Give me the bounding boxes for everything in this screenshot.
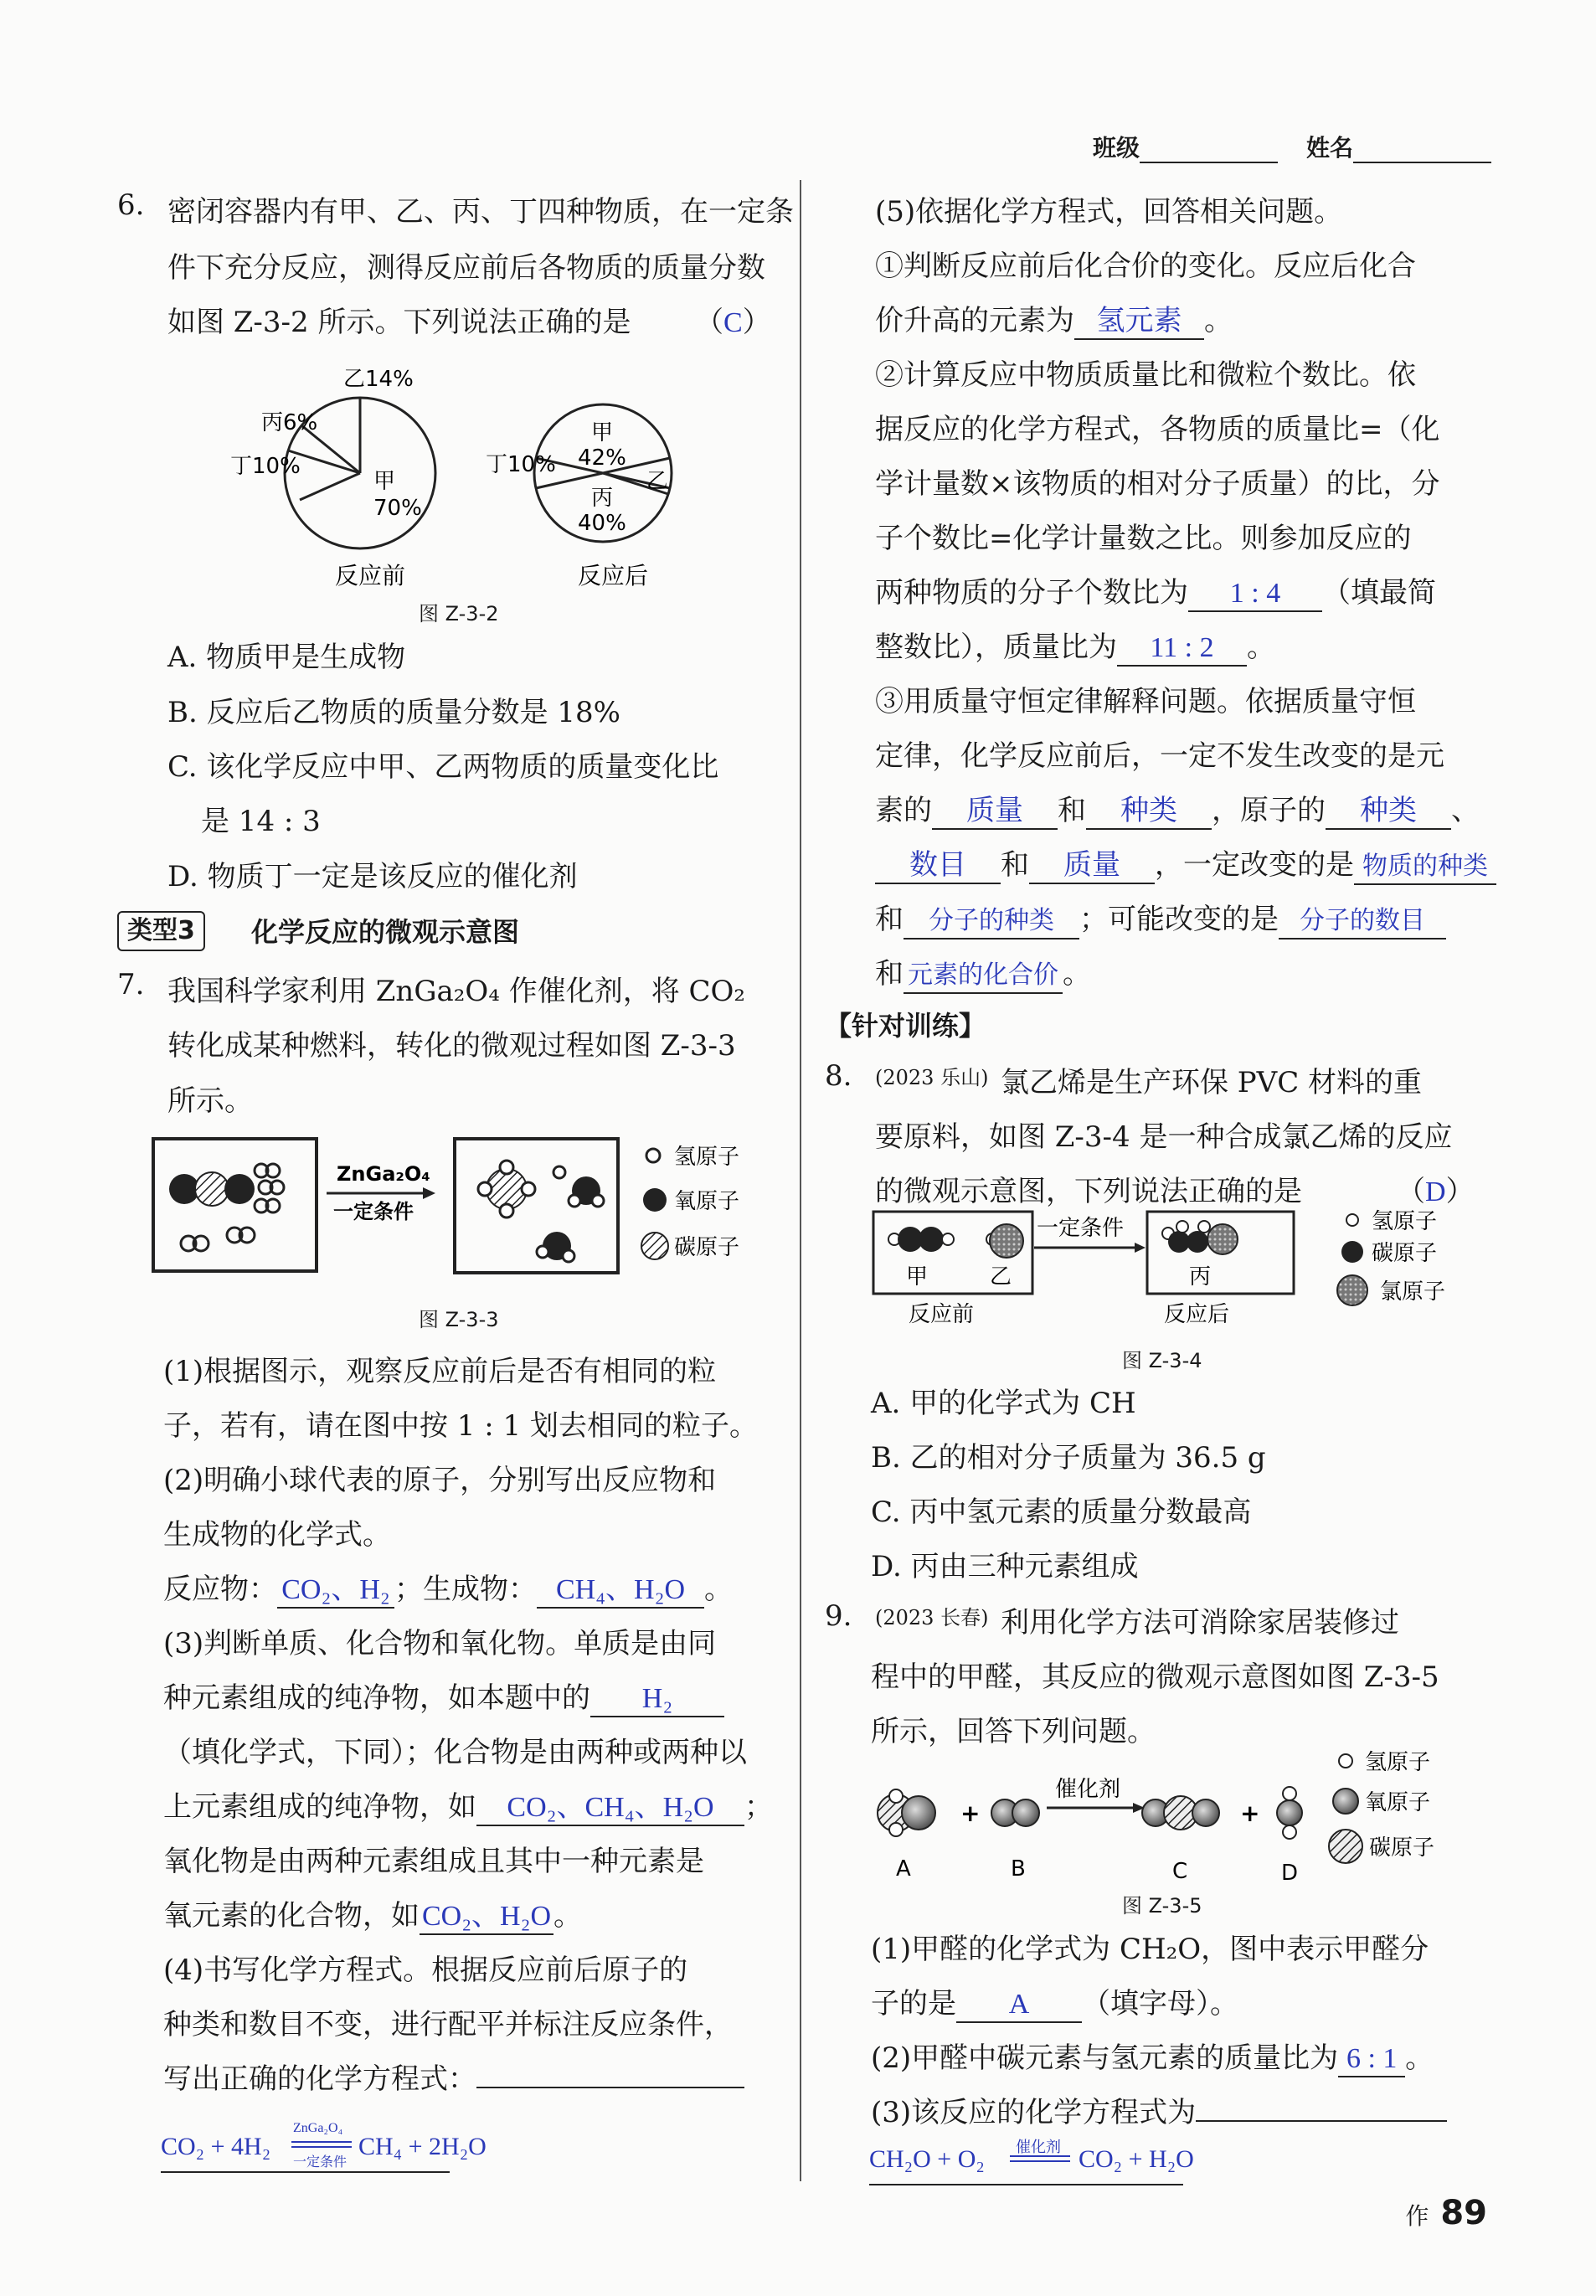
q9-eq-line2 bbox=[1010, 2160, 1070, 2162]
q9-eq-line bbox=[1010, 2155, 1070, 2157]
q8-line2: 要原料，如图 Z-3-4 是一种合成氯乙烯的反应 bbox=[875, 1120, 1453, 1154]
q7-element-answer[interactable]: H₂ bbox=[590, 1682, 724, 1717]
q9-number: 9. bbox=[825, 1599, 852, 1633]
q7-arrow-top: ZnGa₂O₄ bbox=[337, 1162, 430, 1186]
q9-line2: 程中的甲醛，其反应的微观示意图如图 Z-3-5 bbox=[871, 1660, 1439, 1694]
p5-3a: ③用质量守恒定律解释问题。依据质量守恒 bbox=[875, 685, 1416, 718]
p5-1-answer[interactable]: 氢元素 bbox=[1074, 305, 1204, 340]
q8-legend-cl: 氯原子 bbox=[1380, 1279, 1446, 1305]
pie-before-ding: 丁10% bbox=[230, 454, 301, 479]
pie-after-yi: 乙 bbox=[646, 469, 669, 494]
class-blank[interactable] bbox=[1140, 136, 1278, 163]
type3-tag: 类型3 bbox=[117, 911, 205, 951]
q7-reactants-answer[interactable]: CO₂、H₂ bbox=[277, 1573, 394, 1609]
q7-eq-line bbox=[291, 2141, 352, 2143]
q9-catalyst: 催化剂 bbox=[1055, 1777, 1121, 1802]
q7-p2b: 生成物的化学式。 bbox=[163, 1518, 391, 1552]
q8-line1: 氯乙烯是生产环保 PVC 材料的重 bbox=[1001, 1066, 1423, 1099]
q7-p3a: (3)判断单质、化合物和氧化物。单质是由同 bbox=[163, 1627, 717, 1660]
p5-3-maybe-molecule-number[interactable]: 分子的数目 bbox=[1279, 904, 1446, 940]
q7-eq-bottom: 一定条件 bbox=[293, 2155, 348, 2170]
p5-3-change-substance[interactable]: 物质的种类 bbox=[1354, 850, 1496, 885]
q9-p1-answer[interactable]: A bbox=[956, 1988, 1082, 2023]
q8-yi: 乙 bbox=[990, 1264, 1012, 1290]
q8-micro-diagram bbox=[871, 1202, 1490, 1348]
pie-before-jia-pct: 70% bbox=[373, 496, 422, 521]
q9-label-b: B bbox=[1011, 1856, 1026, 1882]
q7-oxide-answer[interactable]: CO₂、H₂O bbox=[420, 1900, 553, 1935]
q9-equation-blank[interactable] bbox=[1196, 2120, 1447, 2122]
q9-figure-caption: 图 Z-3-5 bbox=[1122, 1894, 1202, 1918]
pie-after-caption: 反应后 bbox=[578, 562, 649, 589]
q7-compound-answer[interactable]: CO₂、CH₄、H₂O bbox=[476, 1791, 744, 1826]
q6-answer-paren: （C） bbox=[695, 306, 771, 339]
q8-condition: 一定条件 bbox=[1037, 1216, 1125, 1241]
p5-3-atom-number[interactable]: 数目 bbox=[875, 849, 1001, 884]
q7-equation-answer[interactable] bbox=[161, 2121, 487, 2173]
q7-p3e: 氧化物是由两种元素组成且其中一种元素是 bbox=[163, 1845, 704, 1878]
q7-p3c: （填化学式，下同）；化合物是由两种或两种以 bbox=[163, 1736, 747, 1769]
q7-figure-caption: 图 Z-3-3 bbox=[419, 1308, 499, 1331]
q8-answer-paren: （D） bbox=[1397, 1175, 1475, 1208]
q8-number: 8. bbox=[825, 1059, 852, 1093]
q8-legend-c: 碳原子 bbox=[1372, 1241, 1438, 1266]
q9-legend-c: 碳原子 bbox=[1369, 1835, 1435, 1861]
q7-p2c: 反应物： CO₂、H₂ ；生成物： CH₄、H₂O 。 bbox=[163, 1566, 733, 1609]
page-number bbox=[1405, 2194, 1487, 2232]
q7-p1a: (1)根据图示，观察反应前后是否有相同的粒 bbox=[163, 1355, 717, 1388]
q7-number: 7. bbox=[117, 968, 145, 1001]
column-divider bbox=[800, 180, 801, 2181]
q6-option-c-cont: 是 14 : 3 bbox=[201, 805, 321, 838]
q6-line1: 密闭容器内有甲、乙、丙、丁四种物质，在一定条 bbox=[167, 195, 794, 229]
q6-line2: 件下充分反应，测得反应前后各物质的质量分数 bbox=[167, 251, 765, 285]
q9-source: (2023 长春) bbox=[875, 1606, 989, 1629]
p5-3f: 和 元素的化合价 。 bbox=[875, 950, 1091, 994]
q7-p3f: 氧元素的化合物，如CO₂、H₂O。 bbox=[163, 1892, 582, 1935]
p5-2d: 子个数比=化学计量数之比。则参加反应的 bbox=[875, 522, 1412, 555]
q8-bing: 丙 bbox=[1189, 1264, 1212, 1290]
q7-p3d: 上元素组成的纯净物，如 CO₂、CH₄、H₂O ； bbox=[163, 1784, 773, 1826]
p5-2a: ②计算反应中物质质量比和微粒个数比。依 bbox=[875, 358, 1416, 392]
q9-p2: (2)甲醛中碳元素与氢元素的质量比为 6 : 1 。 bbox=[871, 2035, 1434, 2077]
q7-legend-o: 氧原子 bbox=[674, 1189, 740, 1214]
q8-source: (2023 乐山) bbox=[875, 1066, 989, 1089]
q7-eq-line2 bbox=[291, 2146, 352, 2148]
pie-after-ding: 丁10% bbox=[486, 452, 556, 477]
pie-before-caption: 反应前 bbox=[335, 562, 406, 589]
name-blank[interactable] bbox=[1353, 136, 1491, 163]
q7-p2a: (2)明确小球代表的原子，分别写出反应物和 bbox=[163, 1464, 717, 1497]
p5-1b: 价升高的元素为 氢元素 。 bbox=[875, 297, 1233, 340]
q9-line1: 利用化学方法可消除家居装修过 bbox=[1001, 1606, 1399, 1640]
q7-line1: 我国科学家利用 ZnGa₂O₄ 作催化剂，将 CO₂ bbox=[167, 975, 746, 1008]
q7-eq-top: ZnGa₂O₄ bbox=[293, 2121, 343, 2135]
q7-line3: 所示。 bbox=[167, 1084, 253, 1118]
q8-legend-h: 氢原子 bbox=[1372, 1209, 1438, 1234]
p5-3-atom-mass[interactable]: 质量 bbox=[1029, 849, 1155, 884]
q9-micro-diagram bbox=[867, 1746, 1503, 1905]
pie-after-bing-pct: 40% bbox=[578, 511, 626, 536]
q6-option-a[interactable]: A. 物质甲是生成物 bbox=[167, 641, 406, 674]
q9-legend-o: 氧原子 bbox=[1365, 1790, 1431, 1815]
p5-3-element-kind[interactable]: 种类 bbox=[1086, 795, 1212, 830]
q6-option-c[interactable]: C. 该化学反应中甲、乙两物质的质量变化比 bbox=[167, 750, 719, 784]
q7-p1b: 子，若有，请在图中按 1 : 1 划去相同的粒子。 bbox=[163, 1409, 758, 1443]
q9-p1a: (1)甲醛的化学式为 CH₂O，图中表示甲醛分 bbox=[871, 1933, 1429, 1966]
q9-label-c: C bbox=[1172, 1859, 1188, 1884]
q7-p4c: 写出正确的化学方程式： bbox=[163, 2056, 744, 2097]
q9-eq-left: CH₂O + O₂ bbox=[869, 2145, 985, 2173]
q9-line3: 所示，回答下列问题。 bbox=[871, 1715, 1156, 1748]
name-field bbox=[1306, 130, 1491, 163]
q9-equation-answer[interactable] bbox=[869, 2139, 1194, 2185]
q6-option-d[interactable]: D. 物质丁一定是该反应的催化剂 bbox=[167, 860, 578, 893]
type3-title: 化学反应的微观示意图 bbox=[251, 916, 520, 948]
p5-1a: ①判断反应前后化合价的变化。反应后化合 bbox=[875, 250, 1416, 283]
pie-after-jia: 甲 bbox=[591, 420, 614, 445]
q9-p2-answer[interactable]: 6 : 1 bbox=[1338, 2042, 1405, 2077]
q6-pie-charts bbox=[230, 352, 703, 589]
q7-eq-left: CO₂ + 4H₂ bbox=[161, 2133, 271, 2160]
q7-equation-blank[interactable] bbox=[476, 2087, 744, 2088]
p5-title: (5)依据化学方程式，回答相关问题。 bbox=[875, 195, 1343, 229]
q7-arrow-bottom: 一定条件 bbox=[333, 1200, 414, 1223]
p5-3-maybe-valence[interactable]: 元素的化合价 bbox=[904, 959, 1063, 994]
class-field bbox=[1093, 130, 1278, 163]
pie-before-bing: 丙6% bbox=[261, 410, 318, 435]
q6-figure-caption: 图 Z-3-2 bbox=[419, 602, 499, 625]
q7-legend-c: 碳原子 bbox=[674, 1235, 740, 1260]
p5-3-change-molecule[interactable]: 分子的种类 bbox=[904, 904, 1079, 940]
name-label: 姓名 bbox=[1306, 134, 1354, 162]
p5-3-atom-kind[interactable]: 种类 bbox=[1326, 795, 1451, 830]
q9-legend-h: 氢原子 bbox=[1365, 1750, 1431, 1775]
p5-3-element-mass[interactable]: 质量 bbox=[932, 795, 1058, 830]
pie-after-bing: 丙 bbox=[591, 486, 614, 511]
q7-legend-h: 氢原子 bbox=[674, 1145, 740, 1170]
q8-answer: D bbox=[1425, 1176, 1446, 1207]
p5-2c: 学计量数×该物质的相对分子质量）的比，分 bbox=[875, 467, 1440, 501]
q8-option-b[interactable]: B. 乙的相对分子质量为 36.5 g bbox=[871, 1441, 1266, 1475]
page-prefix: 作 bbox=[1405, 2202, 1429, 2230]
q7-line2: 转化成某种燃料，转化的微观过程如图 Z-3-3 bbox=[167, 1029, 736, 1063]
training-heading: 【针对训练】 bbox=[825, 1010, 986, 1042]
q7-eq-right: CH₄ + 2H₂O bbox=[358, 2133, 487, 2160]
svg-text:+: + bbox=[960, 1799, 981, 1827]
pie-after-jia-pct: 42% bbox=[578, 445, 626, 471]
q7-before-box bbox=[153, 1139, 317, 1271]
p5-2e: 两种物质的分子个数比为 1 : 4 （填最简 bbox=[875, 569, 1436, 612]
q9-eq-top: 催化剂 bbox=[1016, 2139, 1061, 2155]
pie-before-yi: 乙14% bbox=[343, 367, 414, 392]
q9-eq-right: CO₂ + H₂O bbox=[1079, 2145, 1194, 2173]
q7-micro-diagram bbox=[151, 1130, 787, 1290]
pie-before-jia: 甲 bbox=[373, 469, 396, 494]
class-label: 班级 bbox=[1093, 134, 1140, 162]
p5-3d: 数目 和 质量 ，一定改变的是 物质的种类 bbox=[875, 842, 1496, 885]
q8-before-caption: 反应前 bbox=[909, 1302, 975, 1327]
q7-p4b: 种类和数目不变，进行配平并标注反应条件， bbox=[163, 2008, 733, 2041]
p5-3c: 素的 质量 和 种类 ，原子的 种类 、 bbox=[875, 787, 1480, 830]
q8-jia: 甲 bbox=[906, 1264, 929, 1290]
q8-line3: 的微观示意图，下列说法正确的是 bbox=[875, 1175, 1302, 1208]
q7-p3b: 种元素组成的纯净物，如本题中的 H₂ bbox=[163, 1675, 724, 1717]
q8-option-c[interactable]: C. 丙中氢元素的质量分数最高 bbox=[871, 1495, 1252, 1529]
p5-2b: 据反应的化学方程式，各物质的质量比=（化 bbox=[875, 413, 1440, 446]
q9-label-a: A bbox=[896, 1856, 911, 1882]
q7-p4a: (4)书写化学方程式。根据反应前后原子的 bbox=[163, 1954, 688, 1987]
p5-2-ratio-answer[interactable]: 1 : 4 bbox=[1188, 577, 1322, 612]
svg-text:+: + bbox=[1240, 1799, 1260, 1827]
q8-figure-caption: 图 Z-3-4 bbox=[1122, 1349, 1202, 1372]
p5-3e: 和 分子的种类 ；可能改变的是 分子的数目 bbox=[875, 896, 1446, 940]
q8-option-d[interactable]: D. 丙由三种元素组成 bbox=[871, 1550, 1139, 1583]
q9-label-d: D bbox=[1281, 1861, 1299, 1886]
q6-answer: C bbox=[723, 307, 743, 338]
p5-3b: 定律，化学反应前后，一定不发生改变的是元 bbox=[875, 739, 1444, 773]
q6-line3: 如图 Z-3-2 所示。下列说法正确的是 bbox=[167, 306, 631, 339]
q8-option-a[interactable]: A. 甲的化学式为 CH bbox=[871, 1387, 1136, 1420]
q9-p3: (3)该反应的化学方程式为 bbox=[871, 2089, 1447, 2130]
q9-p1b: 子的是 A （填字母）。 bbox=[871, 1980, 1238, 2023]
q6-option-b[interactable]: B. 反应后乙物质的质量分数是 18% bbox=[167, 696, 620, 729]
q7-products-answer[interactable]: CH₄、H₂O bbox=[537, 1573, 704, 1609]
p5-2-mass-answer[interactable]: 11 : 2 bbox=[1117, 631, 1247, 667]
q6-number: 6. bbox=[117, 188, 145, 222]
page-number-value: 89 bbox=[1440, 2194, 1487, 2232]
p5-2f: 整数比），质量比为 11 : 2 。 bbox=[875, 624, 1275, 667]
q8-after-caption: 反应后 bbox=[1164, 1302, 1230, 1327]
